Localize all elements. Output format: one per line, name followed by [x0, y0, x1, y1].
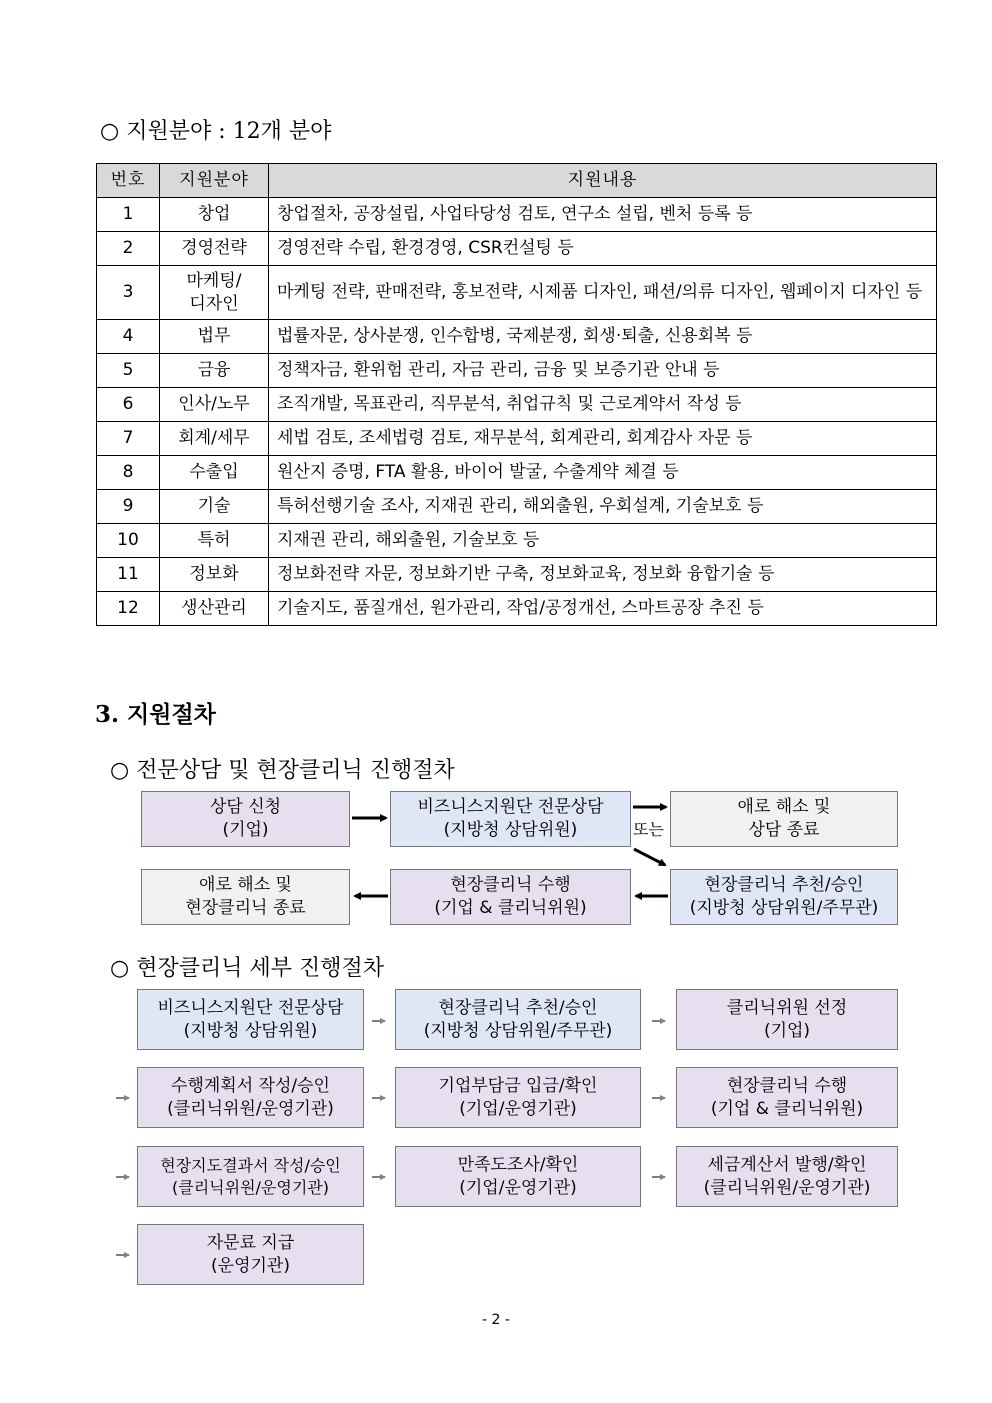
flow2-box-payment: 기업부담금 입금/확인 (기업/운영기관) [395, 1067, 641, 1128]
row-number: 4 [97, 320, 160, 354]
row-number: 7 [97, 422, 160, 456]
row-content: 경영전략 수립, 환경경영, CSR컨설팅 등 [269, 232, 937, 266]
flow1-box-consult-request: 상담 신청 (기업) [141, 791, 350, 847]
row-number: 12 [97, 592, 160, 626]
flow2-box-survey: 만족도조사/확인 (기업/운영기관) [395, 1146, 641, 1207]
flow1-box-clinic-end: 애로 해소 및 현장클리닉 종료 [141, 869, 350, 925]
row-content: 마케팅 전략, 판매전략, 홍보전략, 시제품 디자인, 패션/의류 디자인, 웹페이지 디자인 등 [269, 266, 937, 320]
flow2-box-result-report: 현장지도결과서 작성/승인 (클리닉위원/운영기관) [137, 1146, 364, 1207]
page-number: - 2 - [482, 1312, 510, 1328]
row-field: 기술 [160, 490, 269, 524]
row-field: 인사/노무 [160, 388, 269, 422]
row-content: 세법 검토, 조세법령 검토, 재무분석, 회계관리, 회계감사 자문 등 [269, 422, 937, 456]
row-field: 생산관리 [160, 592, 269, 626]
flow2-box-fee-payment: 자문료 지급 (운영기관) [137, 1224, 364, 1285]
row-number: 8 [97, 456, 160, 490]
flow2-box-plan: 수행계획서 작성/승인 (클리닉위원/운영기관) [137, 1067, 364, 1128]
row-content: 원산지 증명, FTA 활용, 바이어 발굴, 수출계약 체결 등 [269, 456, 937, 490]
row-field: 법무 [160, 320, 269, 354]
row-number: 5 [97, 354, 160, 388]
row-field: 정보화 [160, 558, 269, 592]
row-content: 특허선행기술 조사, 지재권 관리, 해외출원, 우회설계, 기술보호 등 [269, 490, 937, 524]
support-fields-heading: ○ 지원분야 : 12개 분야 [100, 119, 332, 144]
flow2-box-expert-consult: 비즈니스지원단 전문상담 (지방청 상담위원) [137, 989, 364, 1050]
row-field: 경영전략 [160, 232, 269, 266]
row-number: 9 [97, 490, 160, 524]
row-number: 2 [97, 232, 160, 266]
procedure-heading: 3. 지원절차 [95, 701, 216, 728]
flow1-heading: ○ 전문상담 및 현장클리닉 진행절차 [110, 758, 455, 783]
col-header-field: 지원분야 [160, 164, 269, 198]
row-field: 특허 [160, 524, 269, 558]
row-number: 6 [97, 388, 160, 422]
row-number: 1 [97, 198, 160, 232]
col-header-number: 번호 [97, 164, 160, 198]
row-content: 조직개발, 목표관리, 직무분석, 취업규칙 및 근로계약서 작성 등 [269, 388, 937, 422]
row-field: 마케팅/ 디자인 [160, 266, 269, 320]
row-field: 창업 [160, 198, 269, 232]
flow2-box-select-member: 클리닉위원 선정 (기업) [676, 989, 898, 1050]
or-label: 또는 [633, 820, 664, 839]
col-header-content: 지원내용 [269, 164, 937, 198]
flow2-box-clinic-perform: 현장클리닉 수행 (기업 & 클리닉위원) [676, 1067, 898, 1128]
row-content: 지재권 관리, 해외출원, 기술보호 등 [269, 524, 937, 558]
row-content: 정보화전략 자문, 정보화기반 구축, 정보화교육, 정보화 융합기술 등 [269, 558, 937, 592]
flow1-box-clinic-approve: 현장클리닉 추천/승인 (지방청 상담위원/주무관) [670, 869, 898, 925]
row-field: 금융 [160, 354, 269, 388]
row-field: 회계/세무 [160, 422, 269, 456]
row-content: 정책자금, 환위험 관리, 자금 관리, 금융 및 보증기관 안내 등 [269, 354, 937, 388]
flow2-heading: ○ 현장클리닉 세부 진행절차 [110, 956, 384, 981]
flow1-box-consult-end: 애로 해소 및 상담 종료 [670, 791, 898, 847]
flow1-box-clinic-perform: 현장클리닉 수행 (기업 & 클리닉위원) [390, 869, 631, 925]
row-content: 창업절차, 공장설립, 사업타당성 검토, 연구소 설립, 벤처 등록 등 [269, 198, 937, 232]
row-number: 11 [97, 558, 160, 592]
row-number: 10 [97, 524, 160, 558]
row-content: 법률자문, 상사분쟁, 인수합병, 국제분쟁, 회생·퇴출, 신용회복 등 [269, 320, 937, 354]
flow2-box-invoice: 세금계산서 발행/확인 (클리닉위원/운영기관) [676, 1146, 898, 1207]
row-field: 수출입 [160, 456, 269, 490]
flow1-box-expert-consult: 비즈니스지원단 전문상담 (지방청 상담위원) [390, 791, 631, 847]
row-content: 기술지도, 품질개선, 원가관리, 작업/공정개선, 스마트공장 추진 등 [269, 592, 937, 626]
flow2-box-clinic-approve: 현장클리닉 추천/승인 (지방청 상담위원/주무관) [395, 989, 641, 1050]
row-number: 3 [97, 266, 160, 320]
